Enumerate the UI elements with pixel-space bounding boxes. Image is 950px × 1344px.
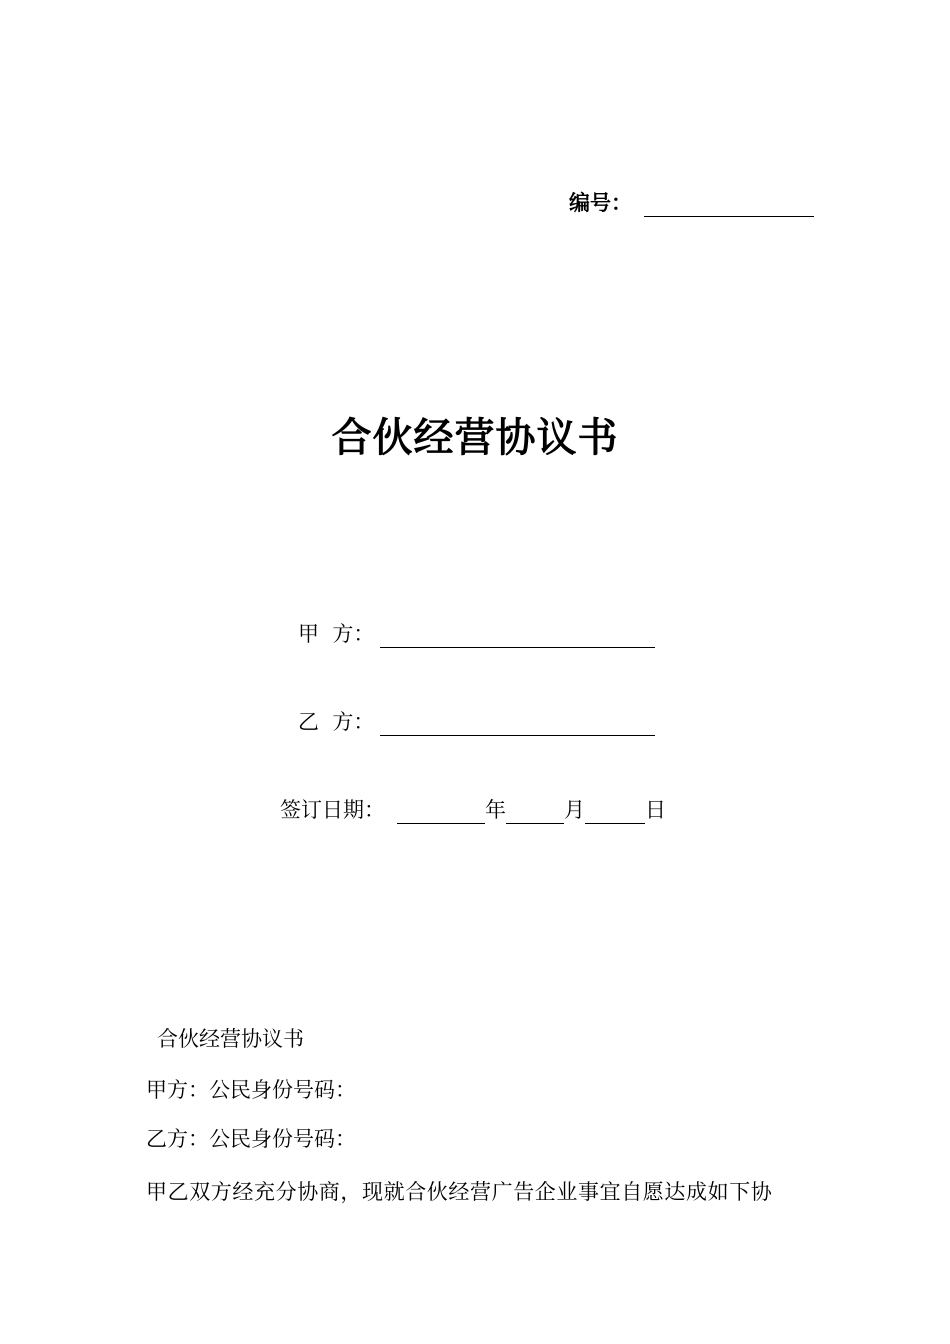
signing-month-label: 月 (564, 798, 585, 822)
party-a-label: 甲 方： (298, 622, 375, 646)
serial-number-blank (644, 192, 814, 217)
serial-number-field (569, 189, 814, 217)
body-party-a-line: 甲方：公民身份号码： (146, 1078, 356, 1102)
signing-day-label: 日 (645, 798, 666, 822)
signing-date-field (280, 796, 666, 824)
signing-day-blank (585, 799, 645, 824)
signing-date-label: 签订日期： (280, 798, 385, 822)
party-b-label: 乙 方： (298, 710, 375, 734)
document-title: 合伙经营协议书 (331, 415, 619, 461)
body-intro-paragraph: 甲乙双方经充分协商，现就合伙经营广告企业事宜自愿达成如下协 (146, 1180, 773, 1204)
party-a-field (298, 620, 655, 648)
signing-year-blank (397, 799, 485, 824)
body-party-b-line: 乙方：公民身份号码： (146, 1127, 356, 1151)
party-b-field (298, 708, 655, 736)
party-a-blank (380, 623, 655, 648)
body-title: 合伙经营协议书 (157, 1027, 304, 1051)
serial-number-label: 编号： (569, 191, 632, 215)
party-b-blank (380, 711, 655, 736)
signing-year-label: 年 (485, 798, 506, 822)
signing-month-blank (506, 799, 564, 824)
